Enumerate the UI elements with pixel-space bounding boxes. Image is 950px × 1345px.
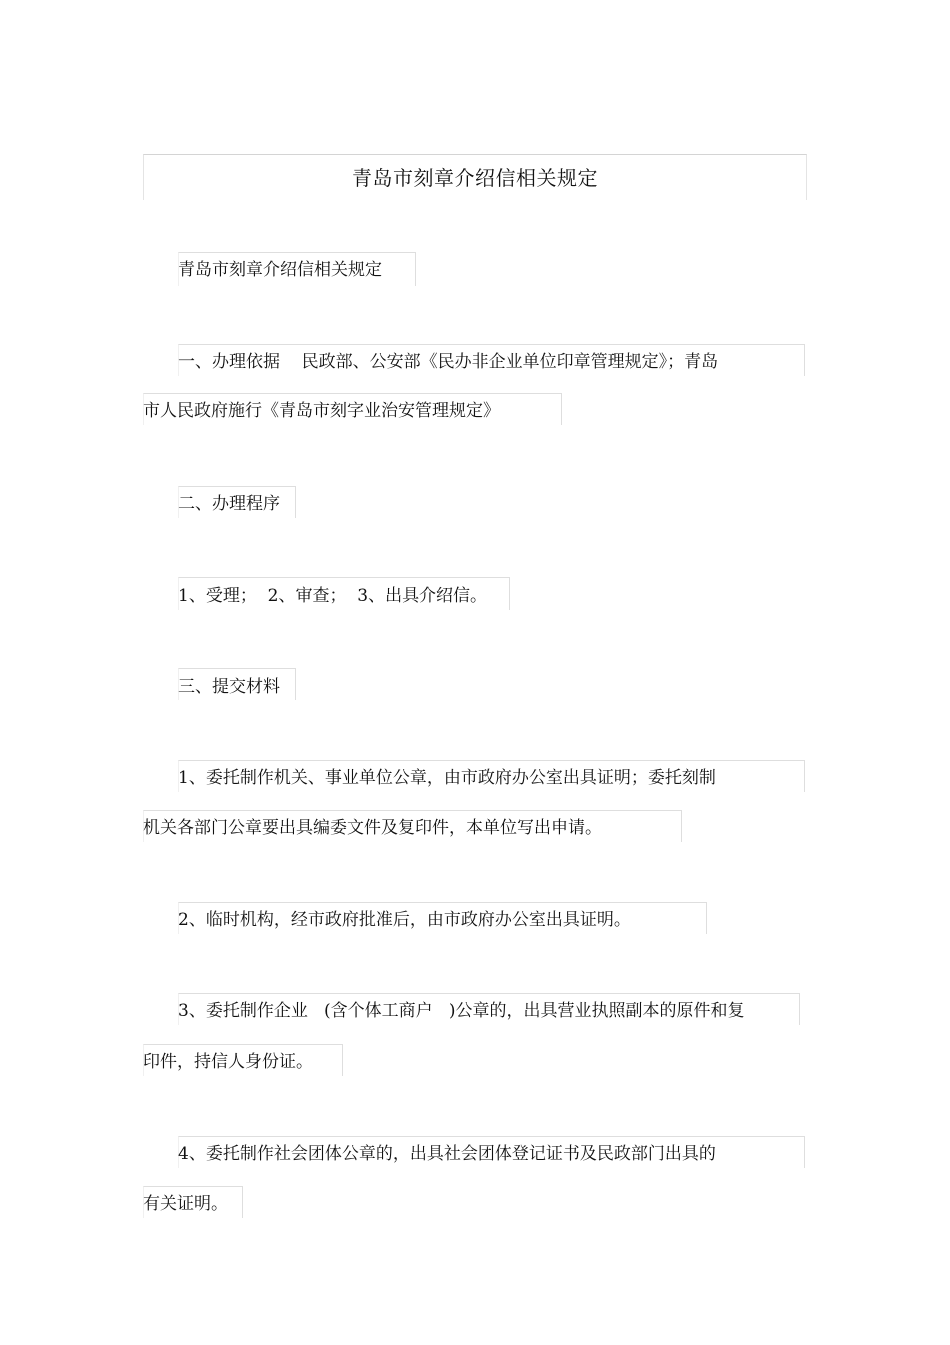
section-2-heading: 二、办理程序 xyxy=(178,494,280,514)
section-3-heading: 三、提交材料 xyxy=(178,677,280,697)
material-3-line-2: 印件，持信人身份证。 xyxy=(143,1052,313,1072)
document-title: 青岛市刻章介绍信相关规定 xyxy=(143,154,807,200)
section-1-basis-line-1: 一、办理依据 民政部、公安部《民办非企业单位印章管理规定》；青岛 xyxy=(178,352,719,372)
material-2: 2、临时机构，经市政府批准后，由市政府办公室出具证明。 xyxy=(178,910,631,930)
material-1-line-1: 1、委托制作机关、事业单位公章，由市政府办公室出具证明；委托刻制 xyxy=(178,768,716,788)
subtitle: 青岛市刻章介绍信相关规定 xyxy=(178,260,382,280)
material-4-line-2: 有关证明。 xyxy=(143,1194,228,1214)
material-3-line-1: 3、委托制作企业 (含个体工商户 )公章的，出具营业执照副本的原件和复 xyxy=(178,1001,745,1021)
section-2-steps: 1、受理； 2、审查； 3、出具介绍信。 xyxy=(178,586,488,606)
material-4-line-1: 4、委托制作社会团体公章的，出具社会团体登记证书及民政部门出具的 xyxy=(178,1144,716,1164)
material-1-line-2: 机关各部门公章要出具编委文件及复印件，本单位写出申请。 xyxy=(143,818,602,838)
section-1-basis-line-2: 市人民政府施行《青岛市刻字业治安管理规定》 xyxy=(143,401,500,421)
